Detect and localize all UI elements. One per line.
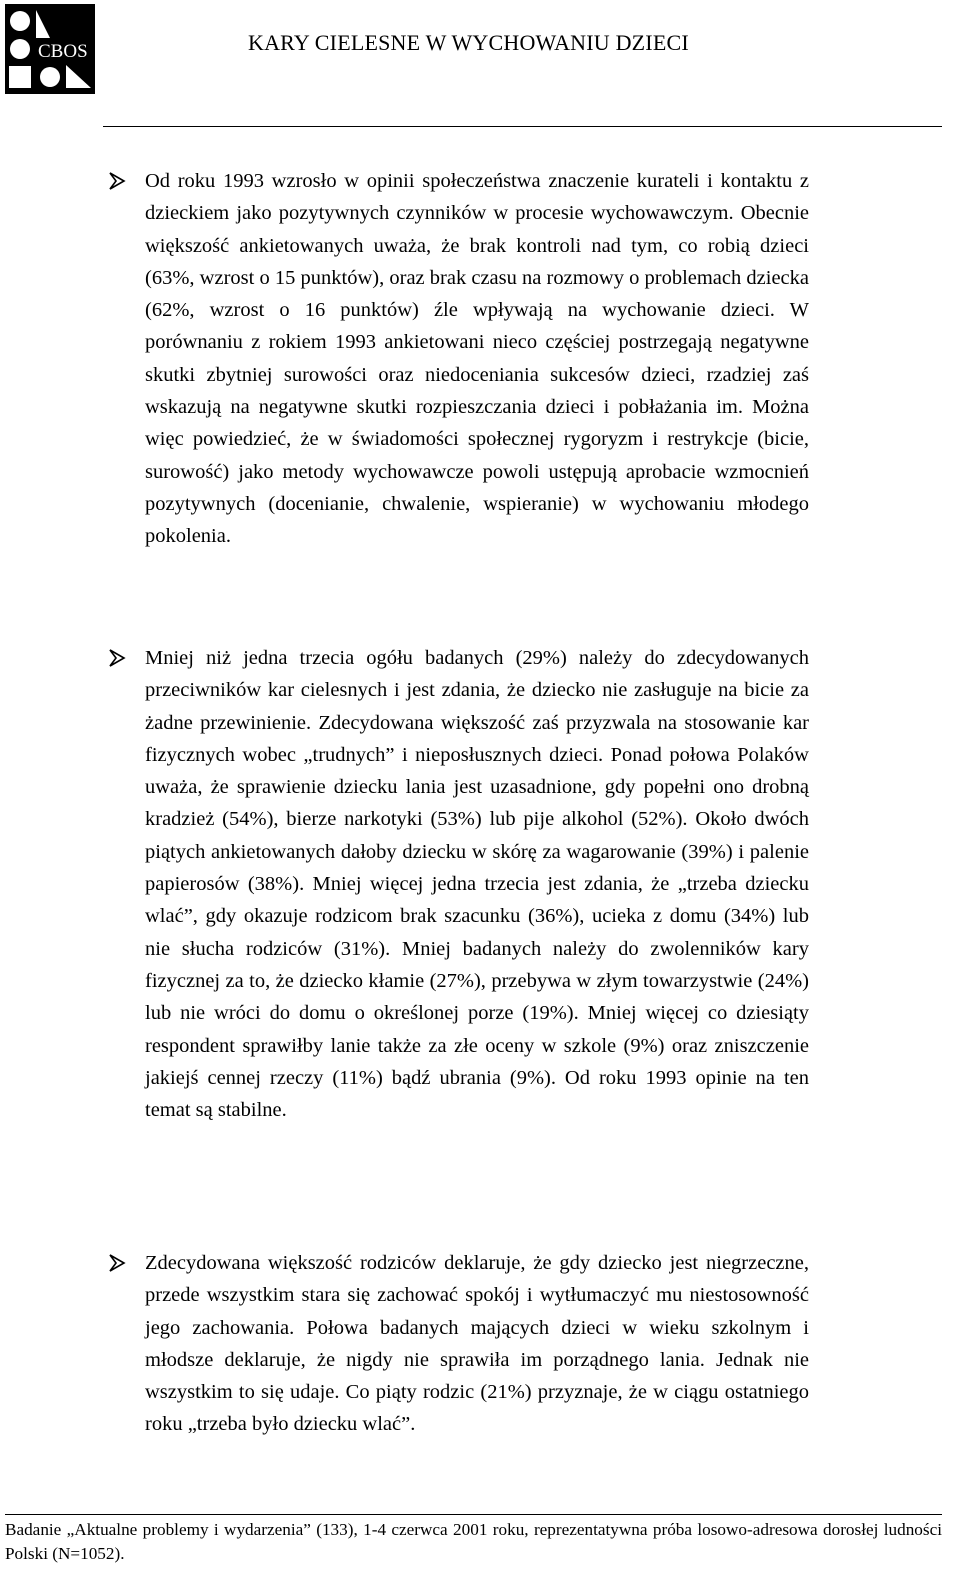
arrow-bullet-icon [108,165,126,197]
header-divider [103,126,942,127]
footer-divider [5,1514,942,1515]
bullet-text: Od roku 1993 wzrosło w opinii społeczeństwa znaczenie kurateli i kontaktu z dzieckiem jako pozytywnych czynników w procesie wychowawczym. Obecnie większość ankietowanych uważa, że brak kontroli nad tym, co robią dzieci (63%, wzrost o 15 punktów), oraz brak czasu na rozmowy o problemach dziecka (62%, wzrost o 16 punktów) źle wpływają na wychowanie dzieci. W porównaniu z rokiem 1993 ankietowani nieco częściej postrzegają negatywne skutki zbytniej surowości oraz niedoceniania sukcesów dzieci, rzadziej zaś wskazują na negatywne skutki rozpieszczania dzieci i pobłażania im. Można więc powiedzieć, że w świadomości społecznej rygoryzm i restrykcje (bicie, surowość) jako metody wychowawcze powoli ustępują aprobacie wzmocnień pozytywnych (docenianie, chwalenie, wspieranie) w wychowaniu młodego pokolenia. [145,170,809,548]
cbos-logo [5,4,95,94]
arrow-bullet-icon [108,1247,126,1279]
summary-bullet-3 [145,1247,809,1441]
bullet-text: Zdecydowana większość rodziców deklaruje, że gdy dziecko jest niegrzeczne, przede wszystkim stara się zachować spokój i wytłumaczyć mu niestosowność jego zachowania. Połowa badanych mających dzieci w wieku szkolnym i młodsze deklaruje, że nigdy nie sprawiła im porządnego lania. Jednak nie wszystkim to się udaje. Co piąty rodzic (21%) przyznaje, że w ciągu ostatniego roku „trzeba było dziecku wlać”. [145,1252,809,1436]
summary-bullet-2 [145,642,809,1126]
arrow-bullet-icon [108,642,126,674]
logo-text: CBOS [38,41,88,62]
footer-source-note: Badanie „Aktualne problemy i wydarzenia” (133), 1-4 czerwca 2001 roku, reprezentatywna próba losowo-adresowa dorosłej ludności Polski (N=1052). [5,1520,942,1563]
running-header-title: KARY CIELESNE W WYCHOWANIU DZIECI [248,30,689,55]
bullet-text: Mniej niż jedna trzecia ogółu badanych (29%) należy do zdecydowanych przeciwników kar cielesnych i jest zdania, że dziecko nie zasługuje na bicie za żadne przewinienie. Zdecydowana większość zaś przyzwala na stosowanie kar fizycznych wobec „trudnych” i nieposłusznych dzieci. Ponad połowa Polaków uważa, że sprawienie dziecku lania jest uzasadnione, gdy popełni ono drobną kradzież (54%), bierze narkotyki (53%) lub pije alkohol (52%). Około dwóch piątych ankietowanych dałoby dziecku w skórę za wagarowanie (39%) i palenie papierosów (38%). Mniej więcej jedna trzecia jest zdania, że „trzeba dziecku wlać”, gdy okazuje rodzicom brak szacunku (36%), ucieka z domu (34%) lub nie słucha rodziców (31%). Mniej badanych należy do zwolenników kary fizycznej za to, że dziecko kłamie (27%), przebywa w złym towarzystwie (24%) lub nie wróci do domu o określonej porze (19%). Mniej więcej co dziesiąty respondent sprawiłby lanie także za złe oceny w szkole (9%) oraz zniszczenie jakiejś cennej rzeczy (11%) bądź ubrania (9%). Od roku 1993 opinie na ten temat są stabilne. [145,647,809,1122]
summary-bullet-1 [145,165,809,553]
